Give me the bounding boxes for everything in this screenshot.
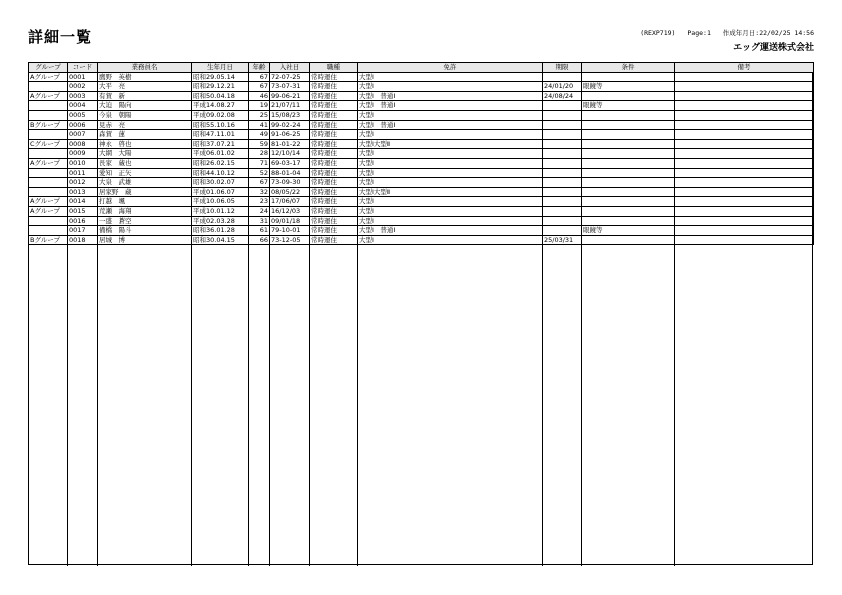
cell-hire-date: 09/01/18 — [270, 216, 310, 226]
cell-birthdate: 昭和37.07.21 — [192, 139, 249, 149]
cell-birthdate: 平成10.06.05 — [192, 197, 249, 207]
cell-birthdate: 昭和30.02.07 — [192, 178, 249, 188]
cell-code: 0015 — [68, 206, 98, 216]
cell-birthdate: 昭和55.10.16 — [192, 120, 249, 130]
cell-birthdate: 昭和26.02.15 — [192, 158, 249, 168]
cell-age: 49 — [249, 130, 270, 140]
cell-hire-date: 73-09-30 — [270, 178, 310, 188]
cell-condition — [582, 149, 675, 159]
cell-code: 0004 — [68, 101, 98, 111]
cell-birthdate: 昭和29.05.14 — [192, 72, 249, 82]
cell-name: 有賀 新 — [98, 91, 192, 101]
cell-group — [29, 101, 68, 111]
cell-expiry — [543, 206, 582, 216]
cell-job: 常時運住 — [310, 91, 358, 101]
cell-expiry — [543, 158, 582, 168]
cell-job: 常時運住 — [310, 158, 358, 168]
cell-expiry — [543, 149, 582, 159]
cell-name: 鷹野 英樹 — [98, 72, 192, 82]
cell-job: 常時運住 — [310, 101, 358, 111]
cell-license: 大型Ⅰ大型Ⅱ — [358, 139, 543, 149]
cell-hire-date: 08/05/22 — [270, 187, 310, 197]
cell-age: 46 — [249, 91, 270, 101]
cell-condition — [582, 72, 675, 82]
cell-group — [29, 178, 68, 188]
cell-code: 0011 — [68, 168, 98, 178]
table-row — [29, 178, 814, 188]
cell-age: 61 — [249, 226, 270, 236]
cell-hire-date: 16/12/03 — [270, 206, 310, 216]
cell-birthdate: 平成02.03.28 — [192, 216, 249, 226]
cell-remarks — [675, 72, 814, 82]
cell-condition — [582, 110, 675, 120]
cell-birthdate: 昭和36.01.28 — [192, 226, 249, 236]
cell-condition — [582, 120, 675, 130]
cell-job: 常時運住 — [310, 168, 358, 178]
cell-code: 0001 — [68, 72, 98, 82]
cell-license: 大型Ⅰ — [358, 110, 543, 120]
cell-group — [29, 216, 68, 226]
cell-job: 常時運住 — [310, 206, 358, 216]
cell-expiry — [543, 216, 582, 226]
cell-group: Aグループ — [29, 72, 68, 82]
cell-job: 常時運住 — [310, 82, 358, 92]
cell-group — [29, 187, 68, 197]
table-row — [29, 187, 814, 197]
cell-remarks — [675, 130, 814, 140]
report-title: 詳細一覧 — [28, 28, 93, 46]
table-row — [29, 139, 814, 149]
cell-remarks — [675, 110, 814, 120]
table-row — [29, 226, 814, 236]
cell-code: 0003 — [68, 91, 98, 101]
cell-name: 居城 博 — [98, 235, 192, 245]
cell-name: 大泉 武雄 — [98, 178, 192, 188]
column-header-remarks: 備考 — [675, 63, 814, 73]
cell-name: 神永 啓也 — [98, 139, 192, 149]
cell-remarks — [675, 82, 814, 92]
cell-job: 常時運住 — [310, 235, 358, 245]
cell-license: 大型Ⅰ 普通Ⅰ — [358, 91, 543, 101]
cell-group — [29, 149, 68, 159]
cell-name: 長家 蔵也 — [98, 158, 192, 168]
column-header-license: 免許 — [358, 63, 543, 73]
cell-job: 常時運住 — [310, 110, 358, 120]
cell-remarks — [675, 168, 814, 178]
cell-birthdate: 昭和30.04.15 — [192, 235, 249, 245]
cell-job: 常時運住 — [310, 187, 358, 197]
cell-hire-date: 99-02-24 — [270, 120, 310, 130]
cell-hire-date: 88-01-04 — [270, 168, 310, 178]
cell-age: 24 — [249, 206, 270, 216]
cell-hire-date: 72-07-25 — [270, 72, 310, 82]
cell-age: 19 — [249, 101, 270, 111]
table-row — [29, 130, 814, 140]
cell-age: 41 — [249, 120, 270, 130]
created-datetime: 作成年月日:22/02/25 14:56 — [722, 29, 814, 37]
cell-job: 常時運住 — [310, 72, 358, 82]
cell-age: 25 — [249, 110, 270, 120]
table-row — [29, 197, 814, 207]
cell-job: 常時運住 — [310, 149, 358, 159]
cell-age: 67 — [249, 178, 270, 188]
cell-code: 0010 — [68, 158, 98, 168]
cell-remarks — [675, 178, 814, 188]
cell-license: 大型Ⅰ — [358, 206, 543, 216]
cell-license: 大型Ⅰ — [358, 82, 543, 92]
cell-name: 愛知 正矢 — [98, 168, 192, 178]
cell-group: Bグループ — [29, 235, 68, 245]
cell-name: 大網 大陽 — [98, 149, 192, 159]
company-name: エッグ運送株式会社 — [733, 43, 814, 53]
table-row — [29, 149, 814, 159]
cell-name: 備橋 陽斗 — [98, 226, 192, 236]
cell-condition — [582, 139, 675, 149]
column-header-job: 職種 — [310, 63, 358, 73]
cell-name: 打越 颯 — [98, 197, 192, 207]
cell-remarks — [675, 120, 814, 130]
cell-hire-date: 79-10-01 — [270, 226, 310, 236]
cell-job: 常時運住 — [310, 139, 358, 149]
cell-condition — [582, 187, 675, 197]
cell-license: 大型Ⅰ 普通Ⅰ — [358, 101, 543, 111]
cell-hire-date: 69-03-17 — [270, 158, 310, 168]
report-code: (REXP719) — [640, 29, 676, 37]
cell-code: 0006 — [68, 120, 98, 130]
table-row — [29, 110, 814, 120]
cell-code: 0005 — [68, 110, 98, 120]
cell-code: 0017 — [68, 226, 98, 236]
cell-condition: 眼鏡等 — [582, 226, 675, 236]
cell-age: 52 — [249, 168, 270, 178]
cell-age: 59 — [249, 139, 270, 149]
cell-birthdate: 平成10.01.12 — [192, 206, 249, 216]
cell-remarks — [675, 139, 814, 149]
cell-license: 大型Ⅰ — [358, 130, 543, 140]
report-meta — [632, 28, 814, 37]
cell-code: 0007 — [68, 130, 98, 140]
cell-license: 大型Ⅰ — [358, 216, 543, 226]
cell-group — [29, 130, 68, 140]
cell-expiry — [543, 226, 582, 236]
cell-name: 大平 亮 — [98, 82, 192, 92]
cell-name: 大迫 陽向 — [98, 101, 192, 111]
cell-remarks — [675, 216, 814, 226]
cell-expiry — [543, 101, 582, 111]
table-body — [29, 72, 814, 245]
cell-code: 0002 — [68, 82, 98, 92]
cell-condition: 眼鏡等 — [582, 101, 675, 111]
cell-remarks — [675, 226, 814, 236]
cell-remarks — [675, 91, 814, 101]
column-header-hire-date: 入社日 — [270, 63, 310, 73]
cell-birthdate: 昭和44.10.12 — [192, 168, 249, 178]
cell-expiry — [543, 197, 582, 207]
cell-hire-date: 81-01-22 — [270, 139, 310, 149]
detail-table-frame — [28, 62, 813, 565]
column-header-age: 年齢 — [249, 63, 270, 73]
cell-name: 今泉 朝陽 — [98, 110, 192, 120]
cell-group: Aグループ — [29, 197, 68, 207]
cell-group — [29, 82, 68, 92]
column-header-condition: 条件 — [582, 63, 675, 73]
cell-job: 常時運住 — [310, 130, 358, 140]
cell-expiry — [543, 110, 582, 120]
cell-hire-date: 12/10/14 — [270, 149, 310, 159]
cell-remarks — [675, 149, 814, 159]
cell-birthdate: 平成06.01.02 — [192, 149, 249, 159]
cell-expiry: 25/03/31 — [543, 235, 582, 245]
cell-expiry — [543, 130, 582, 140]
cell-remarks — [675, 101, 814, 111]
cell-condition — [582, 216, 675, 226]
cell-name: 居家野 蔵 — [98, 187, 192, 197]
table-header-row — [29, 63, 814, 73]
cell-license: 大型Ⅰ — [358, 235, 543, 245]
column-header-name: 業務員名 — [98, 63, 192, 73]
column-header-code: コード — [68, 63, 98, 73]
table-row — [29, 101, 814, 111]
cell-birthdate: 平成14.08.27 — [192, 101, 249, 111]
cell-hire-date: 21/07/11 — [270, 101, 310, 111]
cell-group: Bグループ — [29, 120, 68, 130]
cell-expiry — [543, 139, 582, 149]
cell-remarks — [675, 206, 814, 216]
cell-name: 森賀 蓮 — [98, 130, 192, 140]
cell-expiry — [543, 178, 582, 188]
cell-license: 大型Ⅰ 普通Ⅰ — [358, 120, 543, 130]
cell-birthdate: 昭和29.12.21 — [192, 82, 249, 92]
cell-birthdate: 昭和50.04.18 — [192, 91, 249, 101]
cell-group — [29, 168, 68, 178]
cell-remarks — [675, 187, 814, 197]
column-header-group: グループ — [29, 63, 68, 73]
detail-table — [28, 62, 814, 245]
cell-job: 常時運住 — [310, 226, 358, 236]
cell-license: 大型Ⅰ 普通Ⅰ — [358, 226, 543, 236]
table-row — [29, 72, 814, 82]
table-row — [29, 206, 814, 216]
cell-group — [29, 226, 68, 236]
cell-code: 0008 — [68, 139, 98, 149]
cell-hire-date: 73-12-05 — [270, 235, 310, 245]
cell-license: 大型Ⅰ — [358, 158, 543, 168]
cell-age: 67 — [249, 72, 270, 82]
cell-remarks — [675, 197, 814, 207]
cell-group — [29, 110, 68, 120]
cell-age: 32 — [249, 187, 270, 197]
cell-age: 23 — [249, 197, 270, 207]
cell-condition — [582, 91, 675, 101]
cell-job: 常時運住 — [310, 197, 358, 207]
table-row — [29, 82, 814, 92]
cell-condition — [582, 130, 675, 140]
cell-license: 大型Ⅰ大型Ⅱ — [358, 187, 543, 197]
cell-code: 0012 — [68, 178, 98, 188]
cell-job: 常時運住 — [310, 216, 358, 226]
cell-expiry — [543, 187, 582, 197]
cell-age: 66 — [249, 235, 270, 245]
cell-condition: 眼鏡等 — [582, 82, 675, 92]
cell-license: 大型Ⅰ — [358, 178, 543, 188]
column-header-expiry: 期限 — [543, 63, 582, 73]
cell-age: 28 — [249, 149, 270, 159]
table-row — [29, 235, 814, 245]
cell-expiry — [543, 72, 582, 82]
cell-birthdate: 昭和47.11.01 — [192, 130, 249, 140]
table-row — [29, 120, 814, 130]
cell-group: Aグループ — [29, 206, 68, 216]
cell-code: 0014 — [68, 197, 98, 207]
cell-hire-date: 15/08/23 — [270, 110, 310, 120]
cell-code: 0018 — [68, 235, 98, 245]
cell-age: 67 — [249, 82, 270, 92]
cell-code: 0016 — [68, 216, 98, 226]
cell-expiry — [543, 168, 582, 178]
cell-remarks — [675, 158, 814, 168]
page-number: Page:1 — [687, 29, 711, 37]
cell-license: 大型Ⅰ — [358, 197, 543, 207]
cell-name: 見赤 亮 — [98, 120, 192, 130]
cell-birthdate: 平成01.06.07 — [192, 187, 249, 197]
cell-hire-date: 73-07-31 — [270, 82, 310, 92]
column-header-birthdate: 生年月日 — [192, 63, 249, 73]
cell-condition — [582, 158, 675, 168]
cell-condition — [582, 197, 675, 207]
cell-expiry: 24/08/24 — [543, 91, 582, 101]
cell-age: 31 — [249, 216, 270, 226]
cell-expiry — [543, 120, 582, 130]
cell-hire-date: 99-06-21 — [270, 91, 310, 101]
cell-name: 荒瀬 海翔 — [98, 206, 192, 216]
cell-group: Cグループ — [29, 139, 68, 149]
cell-birthdate: 平成09.02.08 — [192, 110, 249, 120]
cell-remarks — [675, 235, 814, 245]
cell-job: 常時運住 — [310, 178, 358, 188]
table-row — [29, 91, 814, 101]
cell-name: 一盛 蒼空 — [98, 216, 192, 226]
cell-group: Aグループ — [29, 91, 68, 101]
cell-condition — [582, 178, 675, 188]
cell-license: 大型Ⅰ — [358, 168, 543, 178]
cell-condition — [582, 206, 675, 216]
cell-age: 71 — [249, 158, 270, 168]
cell-code: 0009 — [68, 149, 98, 159]
cell-expiry: 24/01/20 — [543, 82, 582, 92]
cell-condition — [582, 168, 675, 178]
cell-job: 常時運住 — [310, 120, 358, 130]
cell-license: 大型Ⅰ — [358, 149, 543, 159]
cell-hire-date: 17/06/07 — [270, 197, 310, 207]
cell-condition — [582, 235, 675, 245]
cell-license: 大型Ⅰ — [358, 72, 543, 82]
table-row — [29, 216, 814, 226]
cell-code: 0013 — [68, 187, 98, 197]
cell-group: Aグループ — [29, 158, 68, 168]
cell-hire-date: 91-06-25 — [270, 130, 310, 140]
table-row — [29, 158, 814, 168]
table-row — [29, 168, 814, 178]
